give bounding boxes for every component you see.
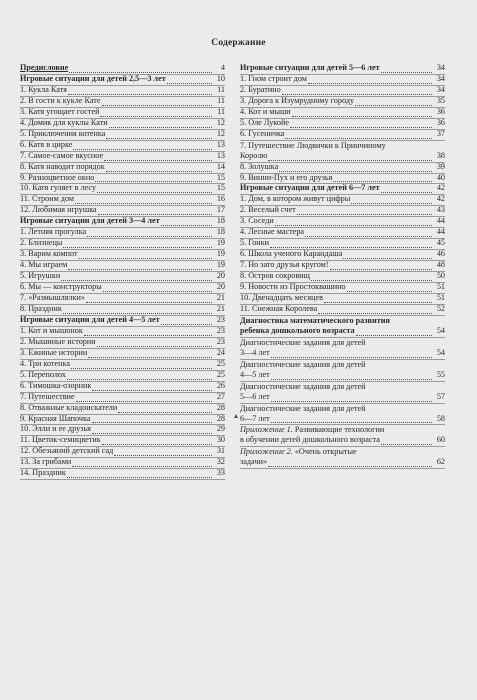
toc-entry-row [240,141,445,152]
dot-leader [68,87,212,95]
dot-leader [297,207,432,215]
toc-page-number: 10 [216,73,225,83]
toc-entry-label: 1. Кукла Катя [20,84,67,94]
toc-entry-label: Игровые ситуации для детей 4—5 лет [20,314,160,324]
toc-entry-label: Игровые ситуации для детей 5—6 лет [240,63,380,72]
toc-entry-label: 6. Тимошка-озорник [20,380,92,390]
toc-page-number: 50 [436,271,445,281]
toc-entry-label: 6. Гусеничка [240,128,285,138]
toc-entry-label: 5. Переполох [20,369,66,379]
toc-entry-label: задачи» [240,457,267,467]
dot-leader [271,415,432,423]
toc-page-number: 28 [216,402,225,412]
toc-entry-label: 7. Самое-самое вкусное [20,150,104,160]
toc-entry-label: Игровые ситуации для детей 6—7 лет [240,183,380,193]
toc-page-number: 43 [436,205,445,215]
dot-leader [106,164,212,172]
toc-entry-row [240,458,445,469]
toc-page-number: 44 [436,227,445,237]
toc-entry-row [240,228,445,239]
toc-page-number: 24 [216,347,225,357]
dot-leader [268,153,432,161]
toc-page-number: 20 [216,282,225,292]
dot-leader [92,426,212,434]
toc-page-number: 34 [436,84,445,94]
toc-entry-label: 4. Мы играем [20,260,68,270]
dot-leader [79,251,212,259]
dot-leader [292,109,432,117]
toc-entry-label: 1. Кот и мышонок [20,325,83,335]
toc-entry-label: Диагностика математического развития [240,315,390,325]
toc-entry-row [20,469,225,480]
dot-leader [100,109,212,117]
decorative-mark [234,414,238,418]
toc-entry-label: 3. Ежиные истории [20,347,88,357]
toc-entry-label: 4. Домик для куклы Кати [20,117,108,127]
dot-leader [268,459,432,467]
toc-entry-label: 6—7 лет [240,413,270,423]
toc-page-number: 27 [216,391,225,401]
dot-leader [102,98,213,106]
dot-leader [167,76,212,84]
toc-entry-label: 6. Мы — конструкторы [20,282,102,292]
toc-entry-label: 6. Катя в цирке [20,139,73,149]
toc-page-number: 36 [436,117,445,127]
toc-entry-label: 3. Соседи [240,216,274,226]
toc-entry-label: в обучении детей дошкольного возраста [240,435,380,445]
dot-leader [351,196,432,204]
toc-page-number: 46 [436,249,445,259]
toc-page-number: 23 [216,325,225,335]
toc-entry-label: 1. Гном строит дом [240,73,307,83]
toc-page-number: 31 [216,446,225,456]
toc-entry-row [240,382,445,393]
toc-page-number: 52 [436,303,445,313]
toc-page-number: 60 [436,435,445,445]
toc-entry-label: 5. Игрушки [20,271,61,281]
toc-entry-label: Диагностические задания для детей [240,403,366,413]
toc-entry-label: 2. Близнецы [20,238,63,248]
toc-column-right [240,64,445,469]
dot-leader [161,317,212,325]
toc-entry-label: 10. Элли и ее друзья [20,424,91,434]
toc-entry-label: 8. Золушка [240,161,279,171]
dot-leader [71,361,212,369]
dot-leader [76,394,212,402]
dot-leader [161,218,212,226]
toc-entry-label: 4. Лесные мастера [240,227,305,237]
dot-leader [67,372,212,380]
dot-leader [324,295,432,303]
toc-entry-row [240,371,445,382]
toc-entry-label: 12. Любимая игрушка [20,205,97,215]
dot-leader [72,459,212,467]
toc-page-number: 36 [436,106,445,116]
toc-page-number: 45 [436,238,445,248]
dot-leader [67,470,212,478]
toc-entry-label: 7. «Размышлялки» [20,293,85,303]
toc-entry-row [240,393,445,404]
toc-entry-label: 1. Дом, в котором живут цифры [240,194,351,204]
dot-leader [98,207,212,215]
toc-page-number: 21 [216,293,225,303]
toc-entry-row [240,130,445,141]
dot-leader [75,196,212,204]
dot-leader [63,306,212,314]
toc-page-number: 54 [436,325,445,335]
toc-entry-label: 7. Путешествие Людвички к Принчиному [240,140,386,150]
toc-entry-label: 10. Катя гуляет в лесу [20,183,96,193]
toc-entry-row [240,404,445,415]
dot-leader [109,120,212,128]
dot-leader [381,185,432,193]
toc-page-number: 42 [436,194,445,204]
toc-page-number: 58 [436,413,445,423]
toc-page-number: 11 [217,106,225,116]
toc-page-number: 11 [217,84,225,94]
dot-leader [114,448,212,456]
toc-page-number: 57 [436,391,445,401]
dot-leader [86,295,212,303]
toc-page-number: 19 [216,260,225,270]
toc-entry-label: 4—5 лет [240,369,270,379]
toc-page-number: 18 [216,216,225,226]
toc-entry-label: 5. Гонки [240,238,270,248]
toc-entry-label: Игровые ситуации для детей 2,5—3 лет [20,73,166,83]
dot-leader [271,394,432,402]
dot-leader [271,372,432,380]
toc-entry-label: Королю [240,150,268,160]
toc-page-number: 33 [216,468,225,478]
dot-leader [305,229,432,237]
toc-page-number: 39 [436,161,445,171]
toc-entry-label: 2. В гости к кукле Кате [20,95,101,105]
toc-page-number: 17 [216,205,225,215]
toc-entry-label: 8. Отважные кладоискатели [20,402,118,412]
dot-leader [95,174,212,182]
toc-page-number: 19 [216,249,225,259]
toc-entry-label: 2. Мышиные истории [20,336,96,346]
toc-entry-label: 12. Обезьяний детский сад [20,446,114,456]
toc-page-number: 28 [216,413,225,423]
toc-page-number: 13 [216,150,225,160]
dot-leader [271,350,432,358]
dot-leader [282,87,432,95]
dot-leader [275,218,432,226]
page-title: Содержание [211,38,266,48]
toc-entry-label: 9. Красная Шапочка [20,413,91,423]
toc-entry-label: 9. Разноцветное окно [20,172,95,182]
toc-entry-label: Приложение 2. «Очень открытые [240,447,357,457]
toc-column-left [20,64,225,480]
dot-leader [333,174,432,182]
dot-leader [270,240,432,248]
dot-leader [84,328,212,336]
toc-section-row [240,327,445,338]
dot-leader [63,240,212,248]
toc-page-number: 19 [216,238,225,248]
toc-entry-row [240,415,445,426]
toc-entry-label: Приложение 1. Развивающие технологии [240,425,385,435]
dot-leader [285,131,432,139]
toc-entry-label: 5. Оле Лукойе [240,117,289,127]
toc-entry-row [240,447,445,458]
toc-entry-label: 7. Путешествие [20,391,75,401]
dot-leader [330,262,432,270]
dot-leader [355,98,432,106]
toc-entry-label: 1. Летняя прогулка [20,227,87,237]
toc-entry-label: ребенка дошкольного возраста [240,325,355,335]
toc-entry-label: 3—4 лет [240,347,270,357]
toc-entry-label: 3. Варим компот [20,249,78,259]
toc-page-number: 51 [436,293,445,303]
dot-leader [343,251,432,259]
toc-entry-label: 11. Цветик-семицветик [20,435,101,445]
dot-leader [318,306,432,314]
toc-entry-label: 3. Катя угощает гостей [20,106,100,116]
dot-leader [308,76,432,84]
toc-page-number: 14 [216,161,225,171]
toc-page-number: 11 [217,95,225,105]
toc-entry-label: 5—6 лет [240,391,270,401]
dot-leader [356,328,432,336]
dot-leader [73,142,212,150]
toc-entry-row [240,338,445,349]
toc-page-number: 15 [216,183,225,193]
toc-entry-label: 8. Катя наводит порядок [20,161,105,171]
dot-leader [103,284,212,292]
toc-page-number: 48 [436,260,445,270]
toc-entry-label: 13. За грибами [20,457,72,467]
toc-entry-label: 14. Праздник [20,468,66,478]
dot-leader [279,164,432,172]
toc-entry-row [240,305,445,316]
toc-page-number: 25 [216,358,225,368]
toc-entry-label: 9. Новости из Простоквашино [240,282,346,292]
toc-entry-label: 9. Винни-Пух и его друзья [240,172,333,182]
toc-page-number: 34 [436,63,445,72]
toc-entry-label: 2. Веселый счет [240,205,296,215]
toc-page-number: 29 [216,424,225,434]
toc-page-number: 12 [216,128,225,138]
dot-leader [290,120,432,128]
toc-entry-label: 4. Кот и мыши [240,106,291,116]
toc-page-number: 42 [436,183,445,193]
toc-page-number: 55 [436,369,445,379]
dot-leader [88,350,212,358]
toc-entry-row [240,360,445,371]
toc-entry-label: 8. Остров сокровищ [240,271,310,281]
toc-page-number: 16 [216,194,225,204]
toc-entry-label: 8. Праздник [20,303,62,313]
toc-entry-label: Игровые ситуации для детей 3—4 лет [20,216,160,226]
toc-entry-label: 5. Приключения котенка [20,128,106,138]
dot-leader [61,273,212,281]
toc-page-number: 30 [216,435,225,445]
toc-page-number: 4 [220,63,225,72]
dot-leader [102,437,212,445]
toc-page-number: 32 [216,457,225,467]
toc-entry-label: Диагностические задания для детей [240,337,366,347]
toc-page-number: 13 [216,139,225,149]
dot-leader [97,185,212,193]
toc-entry-label: 6. Школа ученого Карандаша [240,249,343,259]
toc-page-number: 23 [216,314,225,324]
dot-leader [381,437,432,445]
toc-page-number: 20 [216,271,225,281]
toc-page-number: 51 [436,282,445,292]
toc-page-number: 34 [436,73,445,83]
dot-leader [347,284,432,292]
toc-page-number: 25 [216,369,225,379]
toc-entry-label: Диагностические задания для детей [240,359,366,369]
toc-entry-label: 11. Строим дом [20,194,75,204]
dot-leader [118,405,212,413]
toc-page-number: 38 [436,150,445,160]
dot-leader [381,65,432,73]
toc-page-number: 44 [436,216,445,226]
dot-leader [68,262,212,270]
toc-page-number: 40 [436,172,445,182]
dot-leader [92,383,212,391]
toc-entry-label: 11. Снежная Королева [240,303,318,313]
dot-leader [87,229,212,237]
toc-entry-label: 4. Три котенка [20,358,71,368]
toc-page-number: 21 [216,303,225,313]
toc-entry-label: 2. Буратино [240,84,281,94]
toc-page-number: 15 [216,172,225,182]
toc-entry-label: 10. Двенадцать месяцев [240,293,323,303]
toc-entry-label: 3. Дорога к Изумрудному городу [240,95,355,105]
toc-page-number: 35 [436,95,445,105]
dot-leader [92,415,213,423]
toc-entry-row [240,436,445,447]
dot-leader [97,339,212,347]
toc-page-number: 37 [436,128,445,138]
toc-entry-label: 7. Но зато друзья кругом! [240,260,329,270]
dot-leader [104,153,212,161]
toc-page-number: 62 [436,457,445,467]
toc-page-number: 23 [216,336,225,346]
toc-page-number: 18 [216,227,225,237]
toc-page-number: 12 [216,117,225,127]
toc-page-number: 26 [216,380,225,390]
toc-page-number: 54 [436,347,445,357]
toc-entry-row [240,349,445,360]
toc-entry-label: Предисловие [20,63,69,72]
dot-leader [69,65,212,73]
toc-entry-label: Диагностические задания для детей [240,381,366,391]
dot-leader [311,273,432,281]
dot-leader [106,131,212,139]
